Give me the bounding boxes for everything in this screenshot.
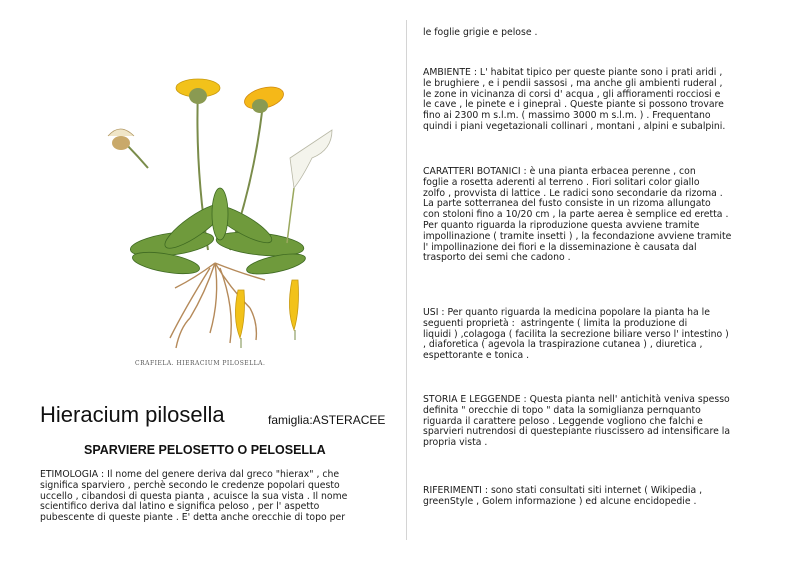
storia-leggende-paragraph: STORIA E LEGGENDE : Questa pianta nell' antichità veniva spesso definita " orecchie di topo " data la somiglianza pernquanto riguarda il carattere peloso . Leggende vogliono che falchi e sparvieri nutrendosi di questepiante riuscissero ad intensificare la propria vista .: [423, 394, 731, 449]
etimologia-paragraph: ETIMOLOGIA : Il nome del genere deriva dal greco "hierax" , che significa sparviero , perchè secondo le credenze popolari questo uccello , cibandosi di questa pianta , acuisce la sua vista . Il nome scientifico deriva dal latino e significa peloso , per l' aspetto pubescente di queste piante . E' detta anche orecchie di topo per: [40, 469, 348, 524]
column-divider: [406, 20, 407, 540]
caratteri-botanici-paragraph: CARATTERI BOTANICI : è una pianta erbacea perenne , con foglie a rosetta aderenti al terreno . Fiori solitari color giallo zolfo , provvista di lattice . Le radici sono secondarie da rizoma . La parte sotterranea del fusto consiste in un rizoma allungato con stoloni fino a 10/20 cm , la parte aerea è semplice ed eretta . Per quanto riguarda la riproduzione questa avviene tramite impollinazione ( tramite insetti ) , la fecondazione avviene tramite l' impollinazione dei fiori e la disseminazione è causata dal trasporto dei semi che cadono .: [423, 166, 732, 264]
common-name: SPARVIERE PELOSETTO O PELOSELLA: [84, 443, 326, 457]
page-title: Hieracium pilosella: [40, 402, 225, 427]
plate-caption: CRAFIELA. HIERACIUM PILOSELLA.: [135, 360, 266, 367]
ambiente-paragraph: AMBIENTE : L' habitat tipico per queste piante sono i prati aridi , le brughiere , e i pendii sassosi , ma anche gli ambienti ruderal , le zone in vicinanza di corsi d' acqua , gli affioramenti rocciosi e le cave , le pinete e i ginepraì . Queste piante si possono trovare fino ai 2300 m s.l.m. ( massimo 3000 m s.l.m. ) . Frequentano quindi i piani vegetazionali collinari , montani , alpini e subalpini.: [423, 67, 726, 132]
family-label: famiglia:ASTERACEE: [268, 413, 386, 427]
riferimenti-paragraph: RIFERIMENTI : sono stati consultati siti internet ( Wikipedia , greenStyle , Golem informazione ) ed alcune encidopedie .: [423, 485, 703, 507]
plant-illustration: [80, 18, 340, 373]
usi-paragraph: USI : Per quanto riguarda la medicina popolare la pianta ha le seguenti proprietà : astringente ( limita la produzione di liquidi ) ,colagoga ( facilita la secrezione biliare verso l' intestino ) , diaforetica ( agevola la traspirazione cutanea ) , diuretica , espettorante e tonica .: [423, 307, 729, 362]
etimologia-continuation: le foglie grigie e pelose .: [423, 27, 538, 38]
